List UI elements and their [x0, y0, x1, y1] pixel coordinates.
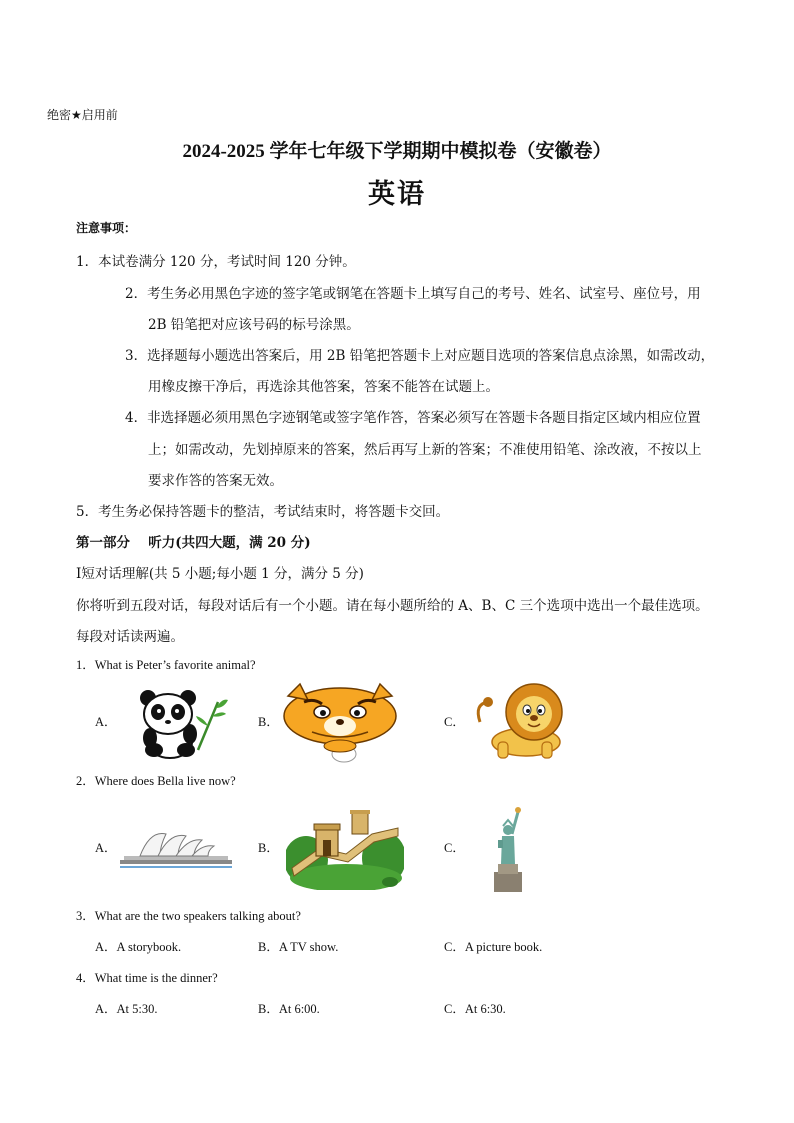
option-text: A．A storybook.	[95, 940, 182, 954]
option-label: C．	[444, 715, 465, 729]
option-label: B．	[258, 715, 279, 729]
note-item: 用橡皮擦干净后，再选涂其他答案，答案不能答在试题上。	[148, 379, 499, 395]
option-text: B．At 6:00.	[258, 1002, 320, 1016]
note-item: 2B 铅笔把对应该号码的标号涂黑。	[148, 317, 360, 333]
notes-heading: 注意事项：	[76, 221, 137, 235]
note-item: 5．考生务必保持答题卡的整洁，考试结束时，将答题卡交回。	[76, 504, 450, 520]
tiger-icon	[282, 682, 400, 764]
instruction-line: 每段对话读两遍。	[76, 629, 184, 645]
option-text: C．A picture book.	[444, 940, 543, 954]
option-label: C．	[444, 841, 465, 855]
note-item: 2．考生务必用黑色字迹的签字笔或钢笔在答题卡上填写自己的考号、姓名、试室号、座位号，用	[125, 286, 701, 302]
option-text: A．At 5:30.	[95, 1002, 158, 1016]
question-stem: 4．What time is the dinner?	[76, 971, 218, 985]
option-label: A．	[95, 715, 117, 729]
instruction-line: 你将听到五段对话，每段对话后有一个小题。请在每小题所给的 A、B、C 三个选项中选出一个最佳选项。	[76, 598, 709, 614]
subject-title: 英语	[368, 179, 426, 210]
note-item: 要求作答的答案无效。	[148, 473, 283, 489]
question-stem: 2．Where does Bella live now?	[76, 774, 236, 788]
part1-heading: 第一部分 听力(共四大题，满 20 分)	[76, 535, 311, 551]
note-item: 3．选择题每小题选出答案后，用 2B 铅笔把答题卡上对应题目选项的答案信息点涂黑，如需改动，	[125, 348, 715, 364]
panda-icon	[128, 688, 232, 760]
exam-title: 2024-2025 学年七年级下学期期中模拟卷（安徽卷）	[182, 141, 612, 162]
great-wall-icon	[286, 808, 404, 890]
secret-label: 绝密★启用前	[47, 108, 118, 122]
note-item: 4．非选择题必须用黑色字迹钢笔或签字笔作答，答案必须写在答题卡各题目指定区域内相应位置	[125, 410, 701, 426]
option-label: A．	[95, 841, 117, 855]
note-item: 上；如需改动，先划掉原来的答案，然后再写上新的答案；不准使用铅笔、涂改液，不按以上	[148, 442, 702, 458]
section1-heading: Ⅰ短对话理解(共 5 小题;每小题 1 分，满分 5 分)	[76, 566, 364, 582]
statue-of-liberty-icon	[488, 806, 528, 892]
option-text: B．A TV show.	[258, 940, 339, 954]
note-item: 1．本试卷满分 120 分，考试时间 120 分钟。	[76, 254, 356, 270]
question-stem: 3．What are the two speakers talking about?	[76, 909, 301, 923]
option-text: C．At 6:30.	[444, 1002, 506, 1016]
lion-icon	[470, 682, 586, 762]
question-stem: 1．What is Peter’s favorite animal?	[76, 658, 256, 672]
option-label: B．	[258, 841, 279, 855]
opera-house-icon	[120, 828, 232, 870]
